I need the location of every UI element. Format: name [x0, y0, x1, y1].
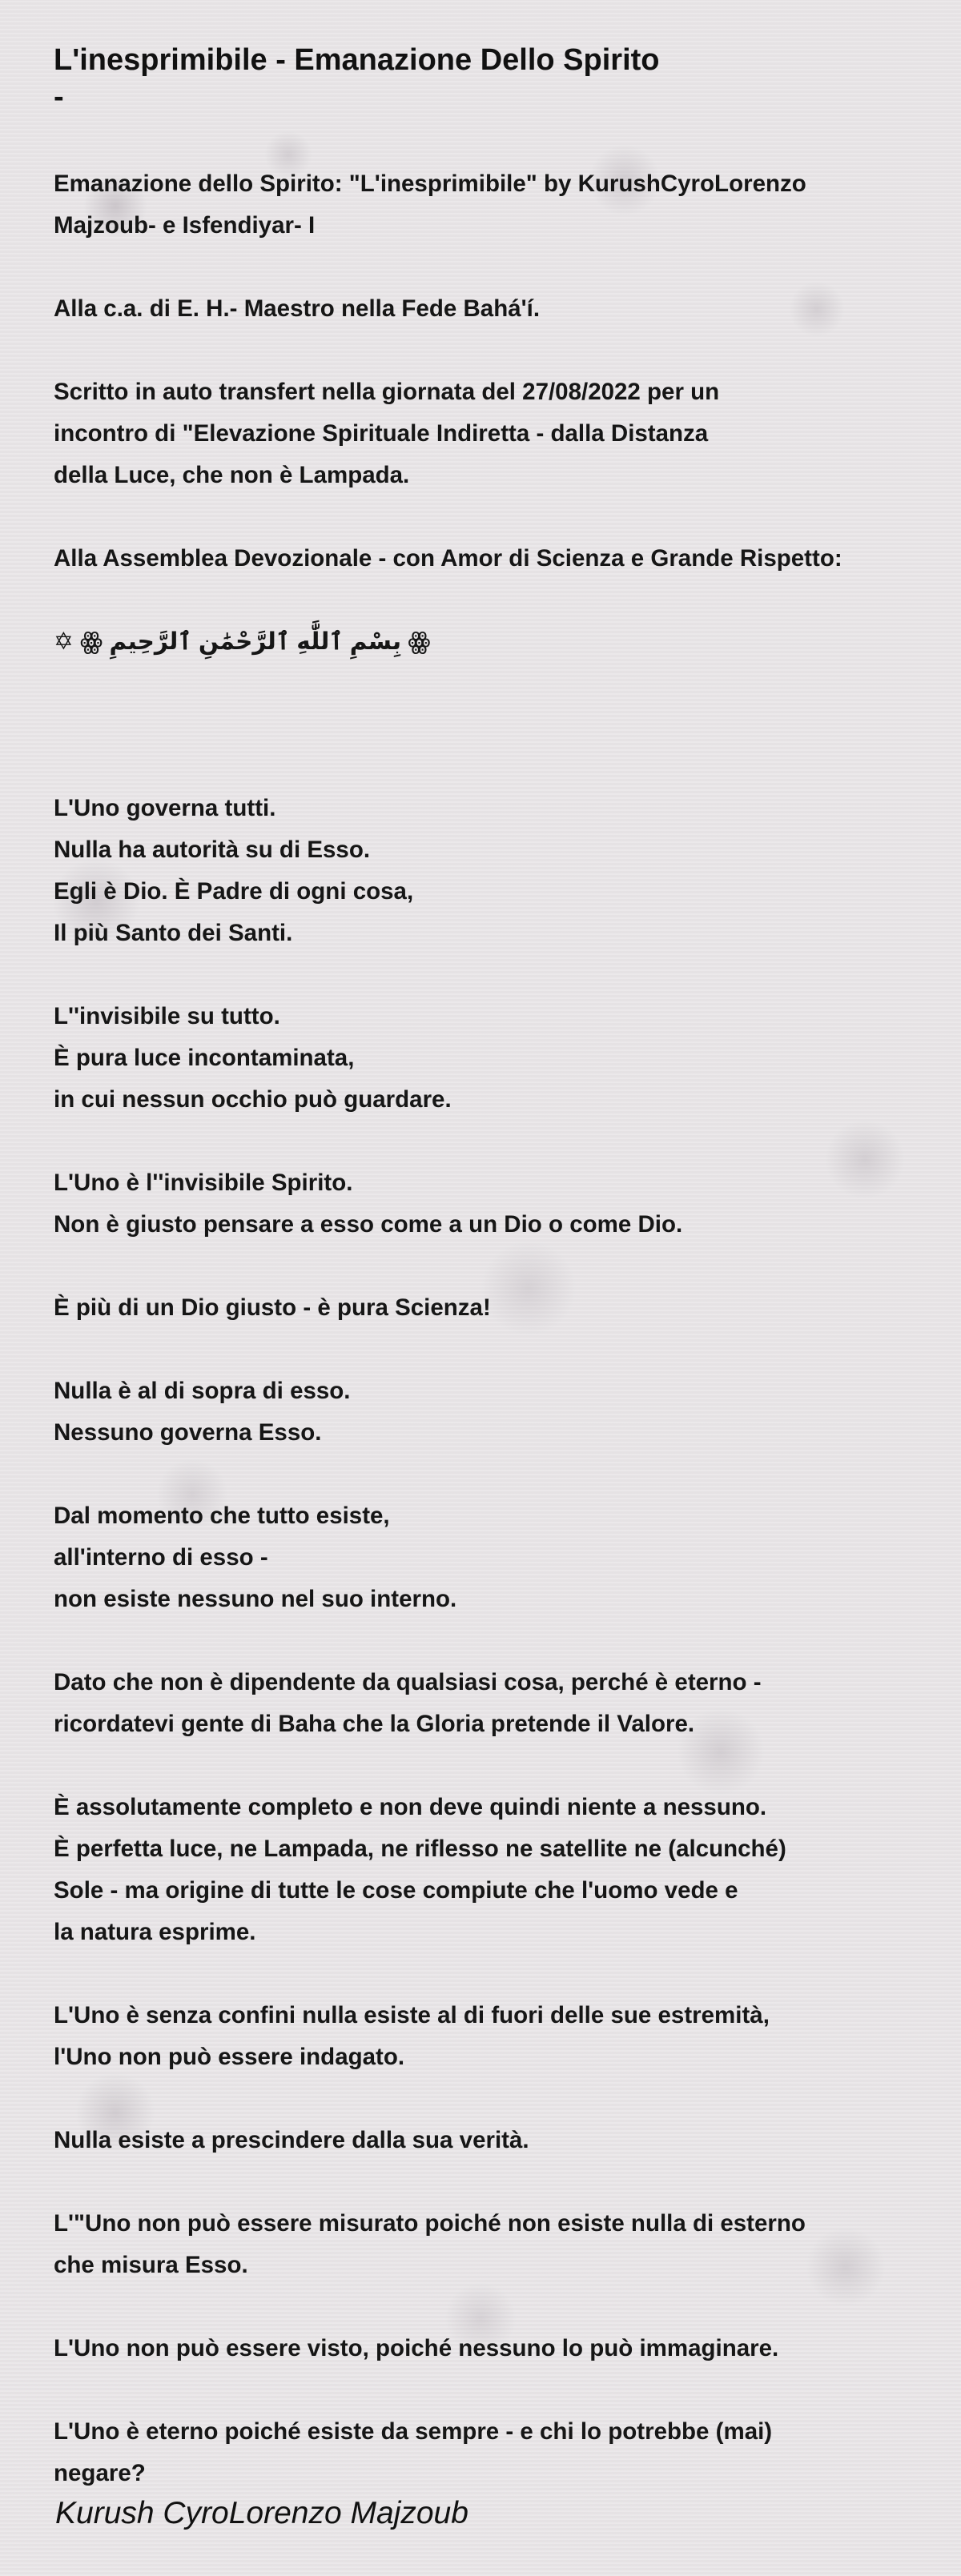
poem-line: Sole - ma origine di tutte le cose compiute che l'uomo vede e [54, 1877, 738, 1904]
poem-title-line: - [54, 80, 64, 114]
poem-stanza [54, 704, 929, 746]
poem-stanza [54, 621, 929, 663]
poem-line: Majzoub- e Isfendiyar- I [54, 212, 316, 239]
poem-title-line: L'inesprimibile - Emanazione Dello Spirito [54, 43, 660, 77]
poem-line: L'Uno è senza confini nulla esiste al di fuori delle sue estremità, [54, 2002, 770, 2028]
poem-line: Non è giusto pensare a esso come a un Dio o come Dio. [54, 1211, 683, 1238]
poem-line: L'Uno è eterno poiché esiste da sempre - e chi lo potrebbe (mai) [54, 2418, 773, 2445]
poem-line: all'interno di esso - [54, 1544, 268, 1571]
poem-line: Alla Assemblea Devozionale - con Amor di Scienza e Grande Rispetto: [54, 545, 842, 572]
poem-line: L''invisibile su tutto. [54, 1003, 280, 1029]
poem-line: che misura Esso. [54, 2252, 248, 2278]
poem-line: Dal momento che tutto esiste, [54, 1503, 390, 1529]
poem-line: ricordatevi gente di Baha che la Gloria pretende il Valore. [54, 1711, 695, 1737]
poem-stanza [54, 1662, 929, 1745]
poem-line: L'"Uno non può essere misurato poiché non esiste nulla di esterno [54, 2210, 806, 2237]
poem-stanza [54, 371, 929, 496]
poem-stanza [54, 1370, 929, 1454]
poem-line: Emanazione dello Spirito: "L'inesprimibile" by KurushCyroLorenzo [54, 171, 806, 197]
poem-line: Nessuno governa Esso. [54, 1419, 322, 1446]
poem-stanza [54, 1495, 929, 1620]
poem-line: incontro di "Elevazione Spirituale Indiretta - dalla Distanza [54, 420, 709, 447]
poem-line: L'Uno governa tutti. [54, 795, 276, 821]
poem-line: Egli è Dio. È Padre di ogni cosa, [54, 878, 414, 905]
poem-line: la natura esprime. [54, 1919, 256, 1945]
poem-stanza [54, 1995, 929, 2078]
poem-line: È pura luce incontaminata, [54, 1045, 355, 1071]
poem-line: Scritto in auto transfert nella giornata del 27/08/2022 per un [54, 379, 720, 405]
poem-line [54, 704, 929, 746]
poem-stanza [54, 163, 929, 247]
poem-stanza [54, 2411, 929, 2494]
poem-stanza [54, 2203, 929, 2286]
poem-line: Nulla è al di sopra di esso. [54, 1378, 351, 1404]
poem-stanza [54, 288, 929, 330]
poem-line: È assolutamente completo e non deve quindi niente a nessuno. [54, 1794, 767, 1820]
poem-line: Il più Santo dei Santi. [54, 920, 293, 946]
poem-line: l'Uno non può essere indagato. [54, 2044, 405, 2070]
poem-stanza [54, 996, 929, 1121]
poem-stanza [54, 1162, 929, 1246]
poem-line: non esiste nessuno nel suo interno. [54, 1586, 457, 1612]
poem-line: Nulla esiste a prescindere dalla sua verità. [54, 2127, 529, 2153]
poem-stanza [54, 538, 929, 580]
poem-stanza [54, 788, 929, 954]
poem-body [54, 163, 929, 2494]
poem-stanza [54, 2328, 929, 2369]
poem-line: in cui nessun occhio può guardare. [54, 1086, 452, 1113]
poem-line: negare? [54, 2460, 146, 2486]
poem-line: della Luce, che non è Lampada. [54, 462, 410, 488]
poem-line: È più di un Dio giusto - è pura Scienza! [54, 1294, 491, 1321]
poem-stanza [54, 1787, 929, 1953]
poem-stanza [54, 1287, 929, 1329]
poem-line: È perfetta luce, ne Lampada, ne riflesso ne satellite ne (alcunché) [54, 1836, 786, 1862]
poem-line: Nulla ha autorità su di Esso. [54, 837, 371, 863]
poem-line: ✡ ꙮ بِسْمِ ٱللَّٰهِ ٱلرَّحْمَٰنِ ٱلرَّحِيمِ ꙮ [54, 628, 431, 655]
poem-line: Alla c.a. di E. H.- Maestro nella Fede Bahá'í. [54, 295, 541, 322]
poem-stanza [54, 2120, 929, 2161]
poem-title [54, 42, 929, 115]
poem-line: Dato che non è dipendente da qualsiasi cosa, perché è eterno - [54, 1669, 762, 1695]
poem-line: L'Uno non può essere visto, poiché nessuno lo può immaginare. [54, 2335, 779, 2361]
poem-line: L'Uno è l''invisibile Spirito. [54, 1170, 353, 1196]
poem-author: Kurush CyroLorenzo Majzoub [55, 2496, 468, 2530]
